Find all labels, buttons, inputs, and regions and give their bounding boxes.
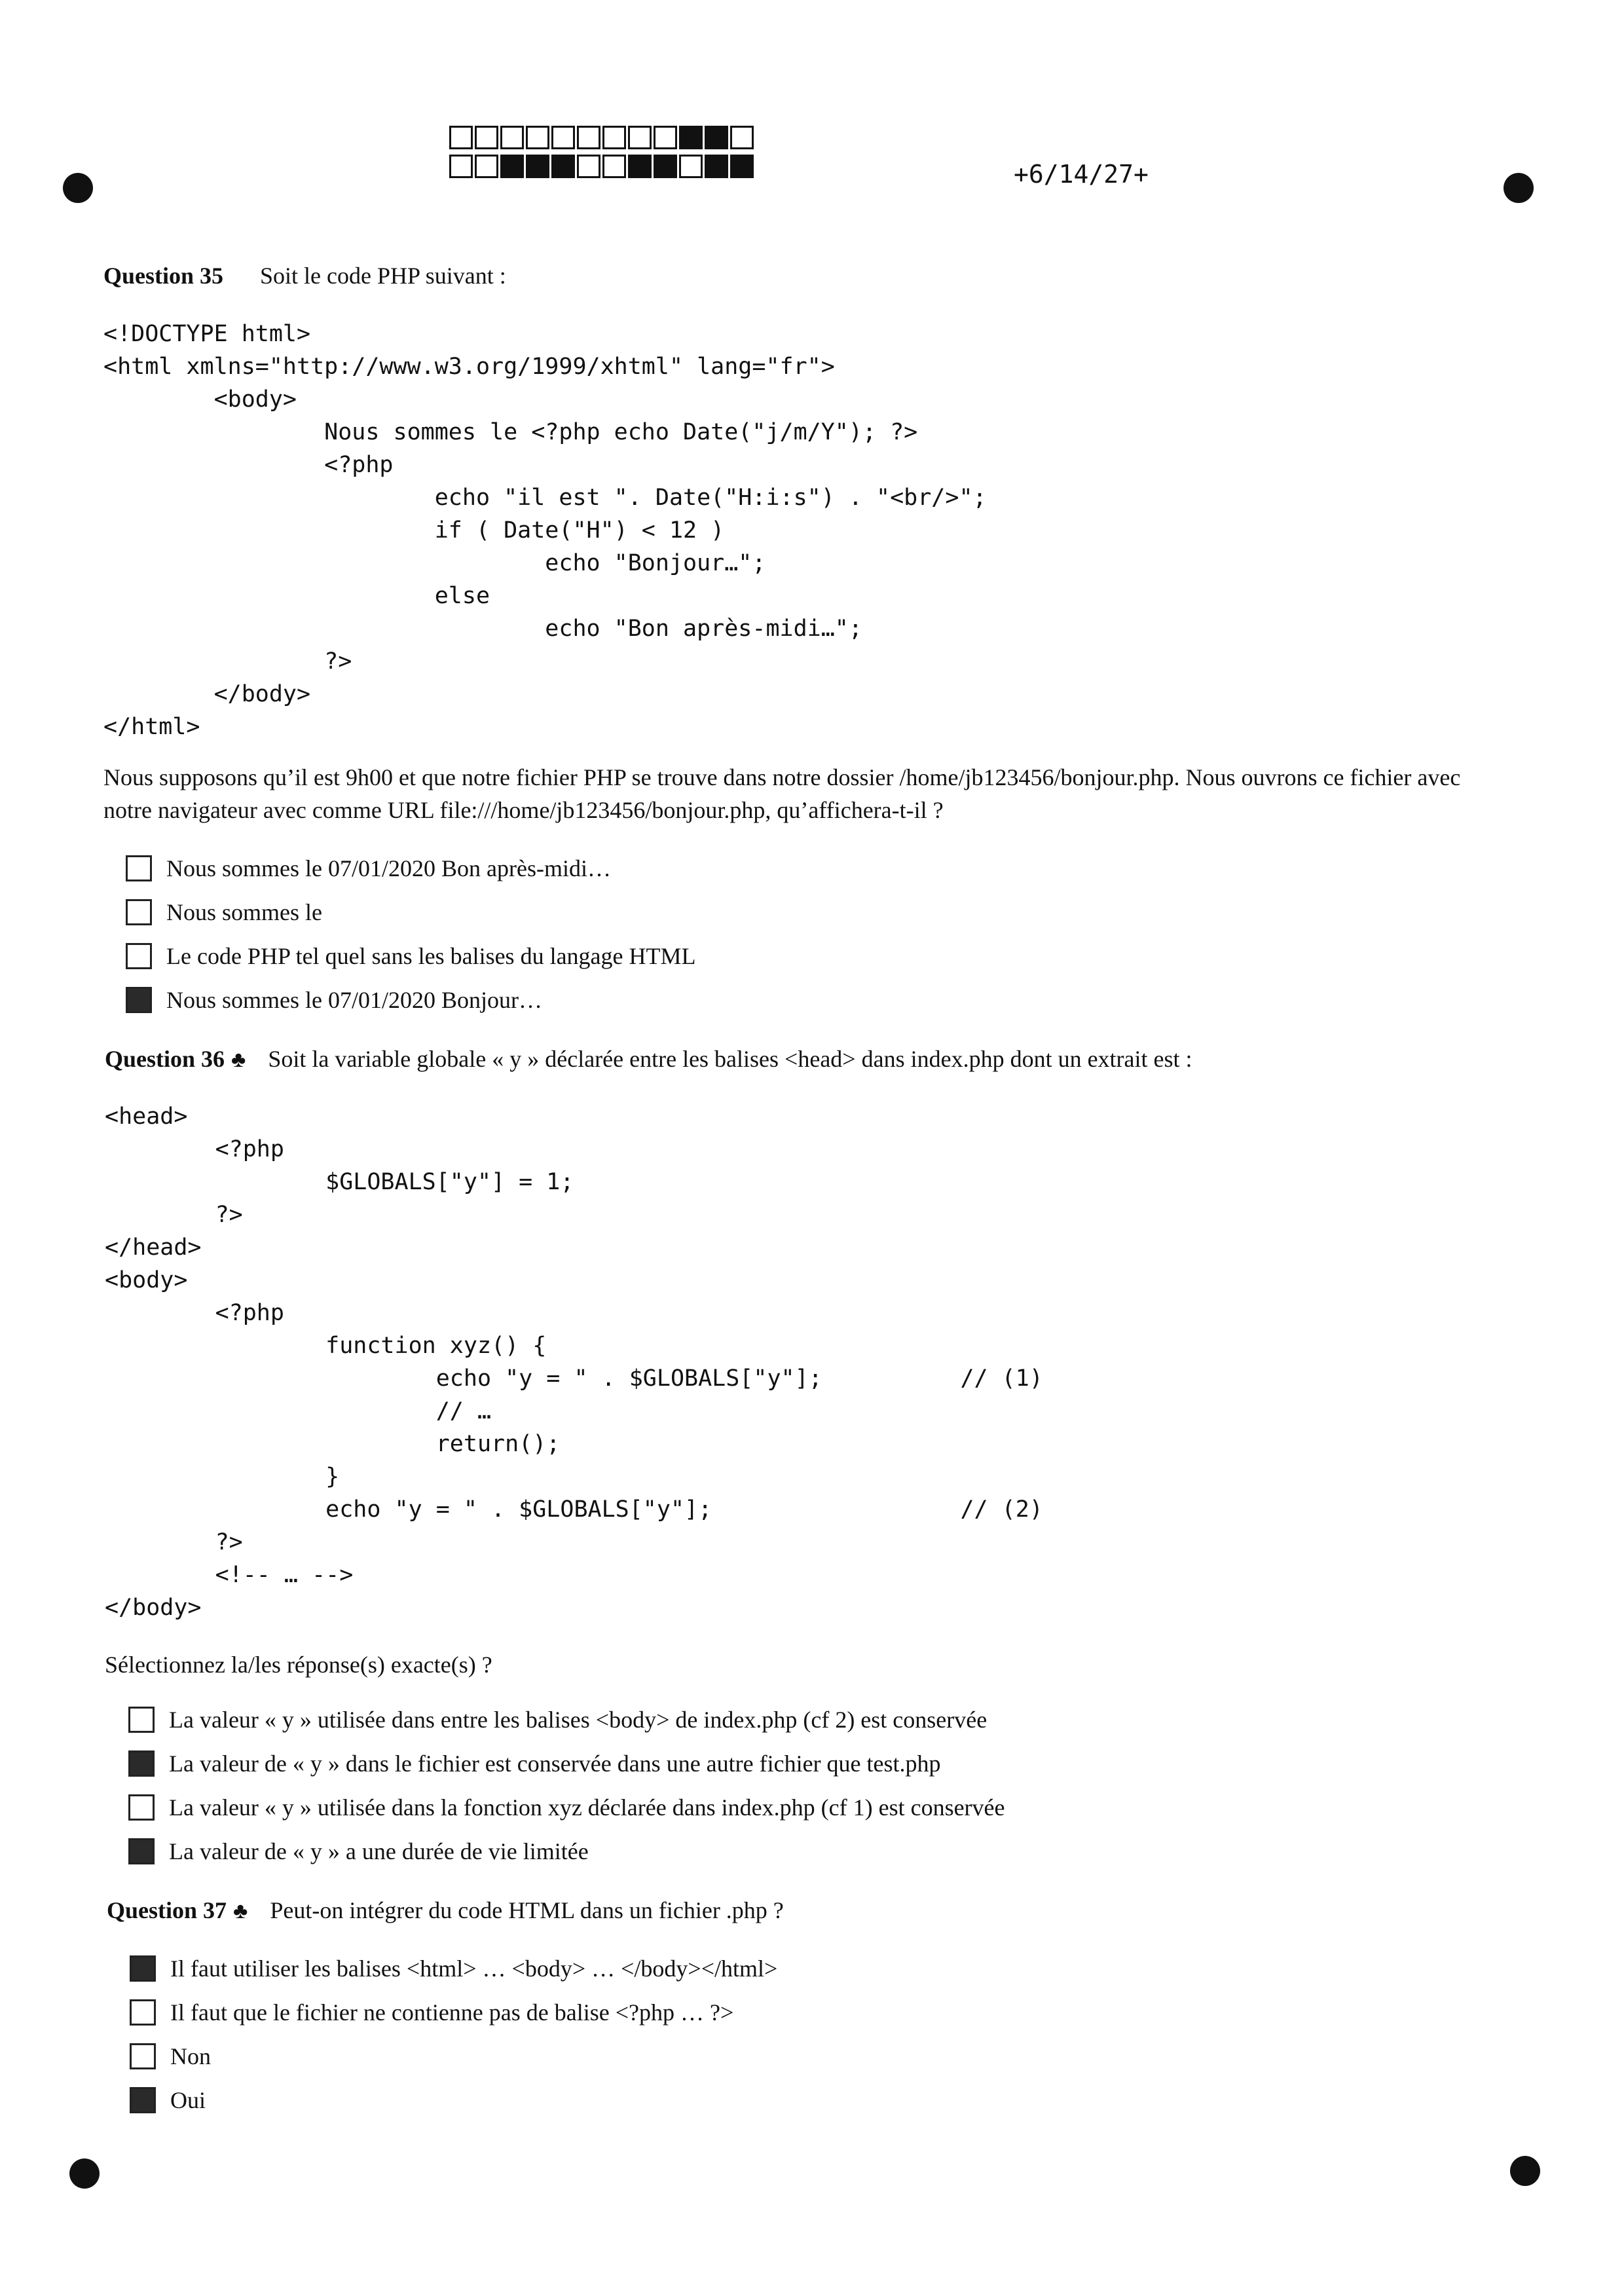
- grid-cell: [679, 126, 703, 149]
- answer-checkbox[interactable]: [130, 2087, 156, 2113]
- question-36-prompt: Sélectionnez la/les réponse(s) exacte(s) ?: [105, 1652, 492, 1678]
- grid-cell: [500, 155, 524, 178]
- answer-option[interactable]: [130, 1946, 777, 1990]
- grid-cell: [628, 126, 652, 149]
- answer-label: Il faut que le fichier ne contienne pas de balise <?php … ?>: [170, 1999, 734, 2026]
- answer-label: Nous sommes le 07/01/2020 Bon après-midi…: [166, 855, 611, 881]
- grid-cell: [730, 126, 754, 149]
- question-37-header: [107, 1897, 784, 1924]
- question-36-header: [105, 1045, 1192, 1073]
- answer-checkbox[interactable]: [126, 855, 152, 881]
- club-icon: ♣: [231, 1048, 246, 1072]
- question-label: Question 37: [107, 1897, 227, 1923]
- answer-option[interactable]: [128, 1785, 1005, 1829]
- answer-option[interactable]: [130, 1990, 777, 2034]
- question-text: Soit le code PHP suivant :: [260, 263, 506, 289]
- answer-checkbox[interactable]: [128, 1750, 155, 1777]
- answer-option[interactable]: [130, 2034, 777, 2078]
- answer-checkbox[interactable]: [126, 943, 152, 969]
- answer-label: Nous sommes le: [166, 898, 322, 925]
- club-icon: ♣: [233, 1899, 248, 1923]
- answer-option[interactable]: [126, 846, 696, 890]
- answer-label: La valeur « y » utilisée dans la fonction xyz déclarée dans index.php (cf 1) est conservée: [169, 1794, 1005, 1821]
- question-35-paragraph: Nous supposons qu’il est 9h00 et que notre fichier PHP se trouve dans notre dossier /home/jb123456/bonjour.php. Nous ouvrons ce fichier avec notre navigateur avec comme URL file:///home/jb123456/bonjour.php, qu’affichera-t-il ?: [103, 764, 1461, 823]
- grid-cell: [654, 126, 677, 149]
- answer-checkbox[interactable]: [130, 1999, 156, 2026]
- answer-checkbox[interactable]: [130, 1955, 156, 1982]
- question-36-options: [128, 1697, 1005, 1873]
- answer-checkbox[interactable]: [126, 899, 152, 925]
- registration-mark-bottom-left: [69, 2158, 100, 2189]
- grid-cell: [730, 155, 754, 178]
- answer-option[interactable]: [128, 1741, 1005, 1785]
- answer-label: Oui: [170, 2086, 206, 2113]
- answer-checkbox[interactable]: [128, 1707, 155, 1733]
- answer-label: Le code PHP tel quel sans les balises du langage HTML: [166, 942, 696, 969]
- grid-cell: [602, 155, 626, 178]
- grid-cell: [679, 155, 703, 178]
- grid-cell: [628, 155, 652, 178]
- grid-cell: [551, 155, 575, 178]
- answer-label: La valeur de « y » a une durée de vie limitée: [169, 1838, 589, 1864]
- grid-cell: [654, 155, 677, 178]
- answer-checkbox[interactable]: [130, 2043, 156, 2069]
- registration-mark-top-right: [1504, 173, 1534, 203]
- grid-cell: [602, 126, 626, 149]
- answer-option[interactable]: [130, 2078, 777, 2122]
- grid-cell: [705, 155, 728, 178]
- grid-cell: [449, 155, 473, 178]
- question-35-code: <!DOCTYPE html> <html xmlns="http://www.w3.org/1999/xhtml" lang="fr"> <body> Nous sommes le <?php echo Date("j/m/Y"); ?> <?php echo "il est ". Date("H:i:s") . "<br/>"; if ( Date("H") < 12 ) echo "Bonjour…"; else echo "Bon après-midi…"; ?> </body> </html>: [103, 321, 987, 740]
- answer-label: La valeur de « y » dans le fichier est conservée dans une autre fichier que test.php: [169, 1750, 941, 1777]
- grid-cell: [551, 126, 575, 149]
- grid-cell: [475, 126, 498, 149]
- answer-label: Il faut utiliser les balises <html> … <body> … </body></html>: [170, 1955, 778, 1982]
- answer-checkbox[interactable]: [128, 1794, 155, 1821]
- grid-row: [449, 155, 756, 178]
- answer-option[interactable]: [126, 978, 696, 1022]
- grid-cell: [475, 155, 498, 178]
- grid-cell: [577, 126, 600, 149]
- question-36-code: <head> <?php $GLOBALS["y"] = 1; ?> </head> <body> <?php function xyz() { echo "y = " . $GLOBALS["y"]; // (1) // … return(); } echo "y = " . $GLOBALS["y"]; // (2) ?> <!-- … --> </body>: [105, 1103, 1043, 1621]
- grid-cell: [526, 126, 549, 149]
- question-37-options: [130, 1946, 777, 2122]
- answer-option[interactable]: [126, 934, 696, 978]
- answer-option[interactable]: [128, 1697, 1005, 1741]
- question-label: Question 36: [105, 1046, 225, 1072]
- grid-cell: [705, 126, 728, 149]
- registration-mark-top-left: [63, 173, 93, 203]
- registration-mark-bottom-right: [1510, 2156, 1540, 2186]
- grid-cell: [526, 155, 549, 178]
- grid-cell: [577, 155, 600, 178]
- grid-row: [449, 126, 756, 149]
- question-35-header: [103, 262, 506, 289]
- question-text: Soit la variable globale « y » déclarée entre les balises <head> dans index.php dont un extrait est :: [268, 1046, 1192, 1072]
- student-code-grid: [449, 126, 756, 183]
- answer-checkbox[interactable]: [128, 1838, 155, 1864]
- answer-checkbox[interactable]: [126, 987, 152, 1013]
- page-identifier: +6/14/27+: [1014, 160, 1149, 189]
- answer-option[interactable]: [128, 1829, 1005, 1873]
- question-label: Question 35: [103, 263, 224, 289]
- question-text: Peut-on intégrer du code HTML dans un fichier .php ?: [270, 1897, 784, 1923]
- question-35-options: [126, 846, 696, 1022]
- answer-option[interactable]: [126, 890, 696, 934]
- answer-label: Nous sommes le 07/01/2020 Bonjour…: [166, 986, 542, 1013]
- answer-label: Non: [170, 2043, 211, 2069]
- answer-label: La valeur « y » utilisée dans entre les balises <body> de index.php (cf 2) est conservée: [169, 1706, 987, 1733]
- grid-cell: [500, 126, 524, 149]
- grid-cell: [449, 126, 473, 149]
